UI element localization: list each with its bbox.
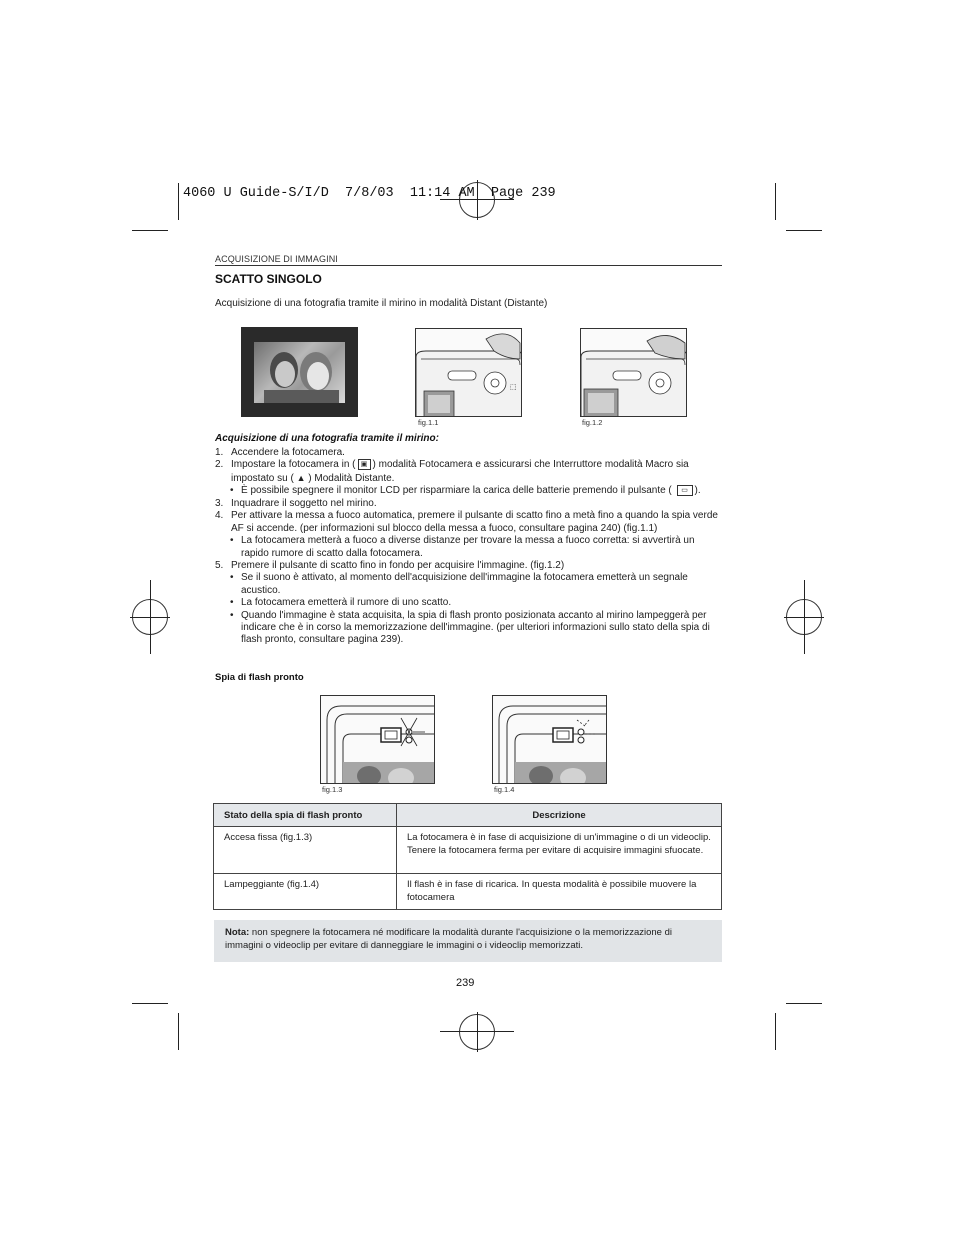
crop-mark xyxy=(178,183,179,220)
table-row xyxy=(214,874,722,910)
steps-list xyxy=(215,447,725,647)
figure-1-2 xyxy=(580,328,687,417)
figure-caption: fig.1.2 xyxy=(582,418,603,427)
sample-photo xyxy=(241,327,358,417)
table-header: Stato della spia di flash pronto xyxy=(214,804,397,827)
crop-mark xyxy=(786,1003,822,1004)
camera-icon: ▣ xyxy=(358,459,371,470)
registration-line xyxy=(804,580,805,654)
flash-ready-heading: Spia di flash pronto xyxy=(215,672,304,683)
svg-text:⬚: ⬚ xyxy=(510,383,517,391)
list-item: • Se il suono è attivato, al momento dell'acquisizione dell'immagine la fotocamera emetterà un segnale acustico. xyxy=(230,572,688,596)
registration-line xyxy=(150,580,151,654)
table-cell: Il flash è in fase di ricarica. In questa modalità è possibile muovere la fotocamera xyxy=(397,874,722,910)
section-label: ACQUISIZIONE DI IMMAGINI xyxy=(215,254,338,264)
figure-caption: fig.1.3 xyxy=(322,785,343,794)
mountain-icon: ▲ xyxy=(296,472,306,483)
list-item: • È possibile spegnere il monitor LCD per risparmiare la carica delle batterie premendo il pulsante ( ▭ ). xyxy=(230,485,701,497)
crop-mark xyxy=(786,230,822,231)
list-item: • Quando l'immagine è stata acquisita, la spia di flash pronto posizionata accanto al mirino lampeggerà per indicare che è in corso la memorizzazione dell'immagine. (per ulteriori informazioni sullo stato della spia di flash pronto, consultare pagina 239). xyxy=(230,609,710,646)
intro-text: Acquisizione di una fotografia tramite il mirino in modalità Distant (Distante) xyxy=(215,298,548,309)
list-item: 3. Inquadrare il soggetto nel mirino. xyxy=(215,497,377,509)
print-slug: 4060 U Guide-S/I/D 7/8/03 11:14 AM Page 239 xyxy=(183,186,556,201)
crop-mark xyxy=(775,183,776,220)
list-item: 1. Accendere la fotocamera. xyxy=(215,447,345,458)
crop-mark xyxy=(178,1013,179,1050)
page-number: 239 xyxy=(456,977,475,989)
figure-1-4 xyxy=(492,695,607,784)
figure-1-1 xyxy=(415,328,522,417)
note-label: Nota: xyxy=(225,927,250,938)
registration-line xyxy=(477,1012,478,1052)
figure-caption: fig.1.1 xyxy=(418,418,439,427)
table-header: Descrizione xyxy=(397,804,722,827)
table-row xyxy=(214,827,722,874)
lcd-monitor-icon: ▭ xyxy=(677,485,693,496)
table-cell: Lampeggiante (fig.1.4) xyxy=(214,874,397,910)
list-item: • La fotocamera emetterà il rumore di uno scatto. xyxy=(230,597,452,609)
photo-image xyxy=(254,342,345,403)
note-box xyxy=(214,920,722,962)
list-item: 2. Impostare la fotocamera in ( ▣ ) modalità Fotocamera e assicurarsi che Interruttore modalità Macro sia impostato su ( ▲ ) Modalità Distante. xyxy=(215,459,689,484)
note-text: non spegnere la fotocamera né modificare la modalità durante l'acquisizione o la memorizzazione di immagini o videoclip per evitare di danneggiare le immagini o i videoclip memorizzati. xyxy=(225,927,672,951)
flash-status-table xyxy=(213,803,722,910)
crop-mark xyxy=(775,1013,776,1050)
crop-mark xyxy=(132,1003,168,1004)
list-item: 4. Per attivare la messa a fuoco automatica, premere il pulsante di scatto fino a metà fino a quando la spia verde AF si accende. (per informazioni sul blocco della messa a fuoco, consultare pagina 240) (fig.1.1) xyxy=(215,510,718,534)
table-cell: La fotocamera è in fase di acquisizione di un'immagine o di un videoclip. Tenere la fotocamera ferma per evitare di acquisire immagini sfuocate. xyxy=(397,827,722,874)
crop-mark xyxy=(132,230,168,231)
table-header-row xyxy=(214,804,722,827)
section-divider xyxy=(215,265,722,266)
figure-caption: fig.1.4 xyxy=(494,785,515,794)
list-item: 5. Premere il pulsante di scatto fino in fondo per acquisire l'immagine. (fig.1.2) xyxy=(215,559,565,571)
page-title: SCATTO SINGOLO xyxy=(215,272,322,286)
figure-1-3 xyxy=(320,695,435,784)
table-cell: Accesa fissa (fig.1.3) xyxy=(214,827,397,874)
steps-heading: Acquisizione di una fotografia tramite il mirino: xyxy=(215,433,439,444)
list-item: • La fotocamera metterà a fuoco a diverse distanze per trovare la messa a fuoco corretta: si avvertirà un rapido rumore di scatto dalla fotocamera. xyxy=(230,535,695,559)
